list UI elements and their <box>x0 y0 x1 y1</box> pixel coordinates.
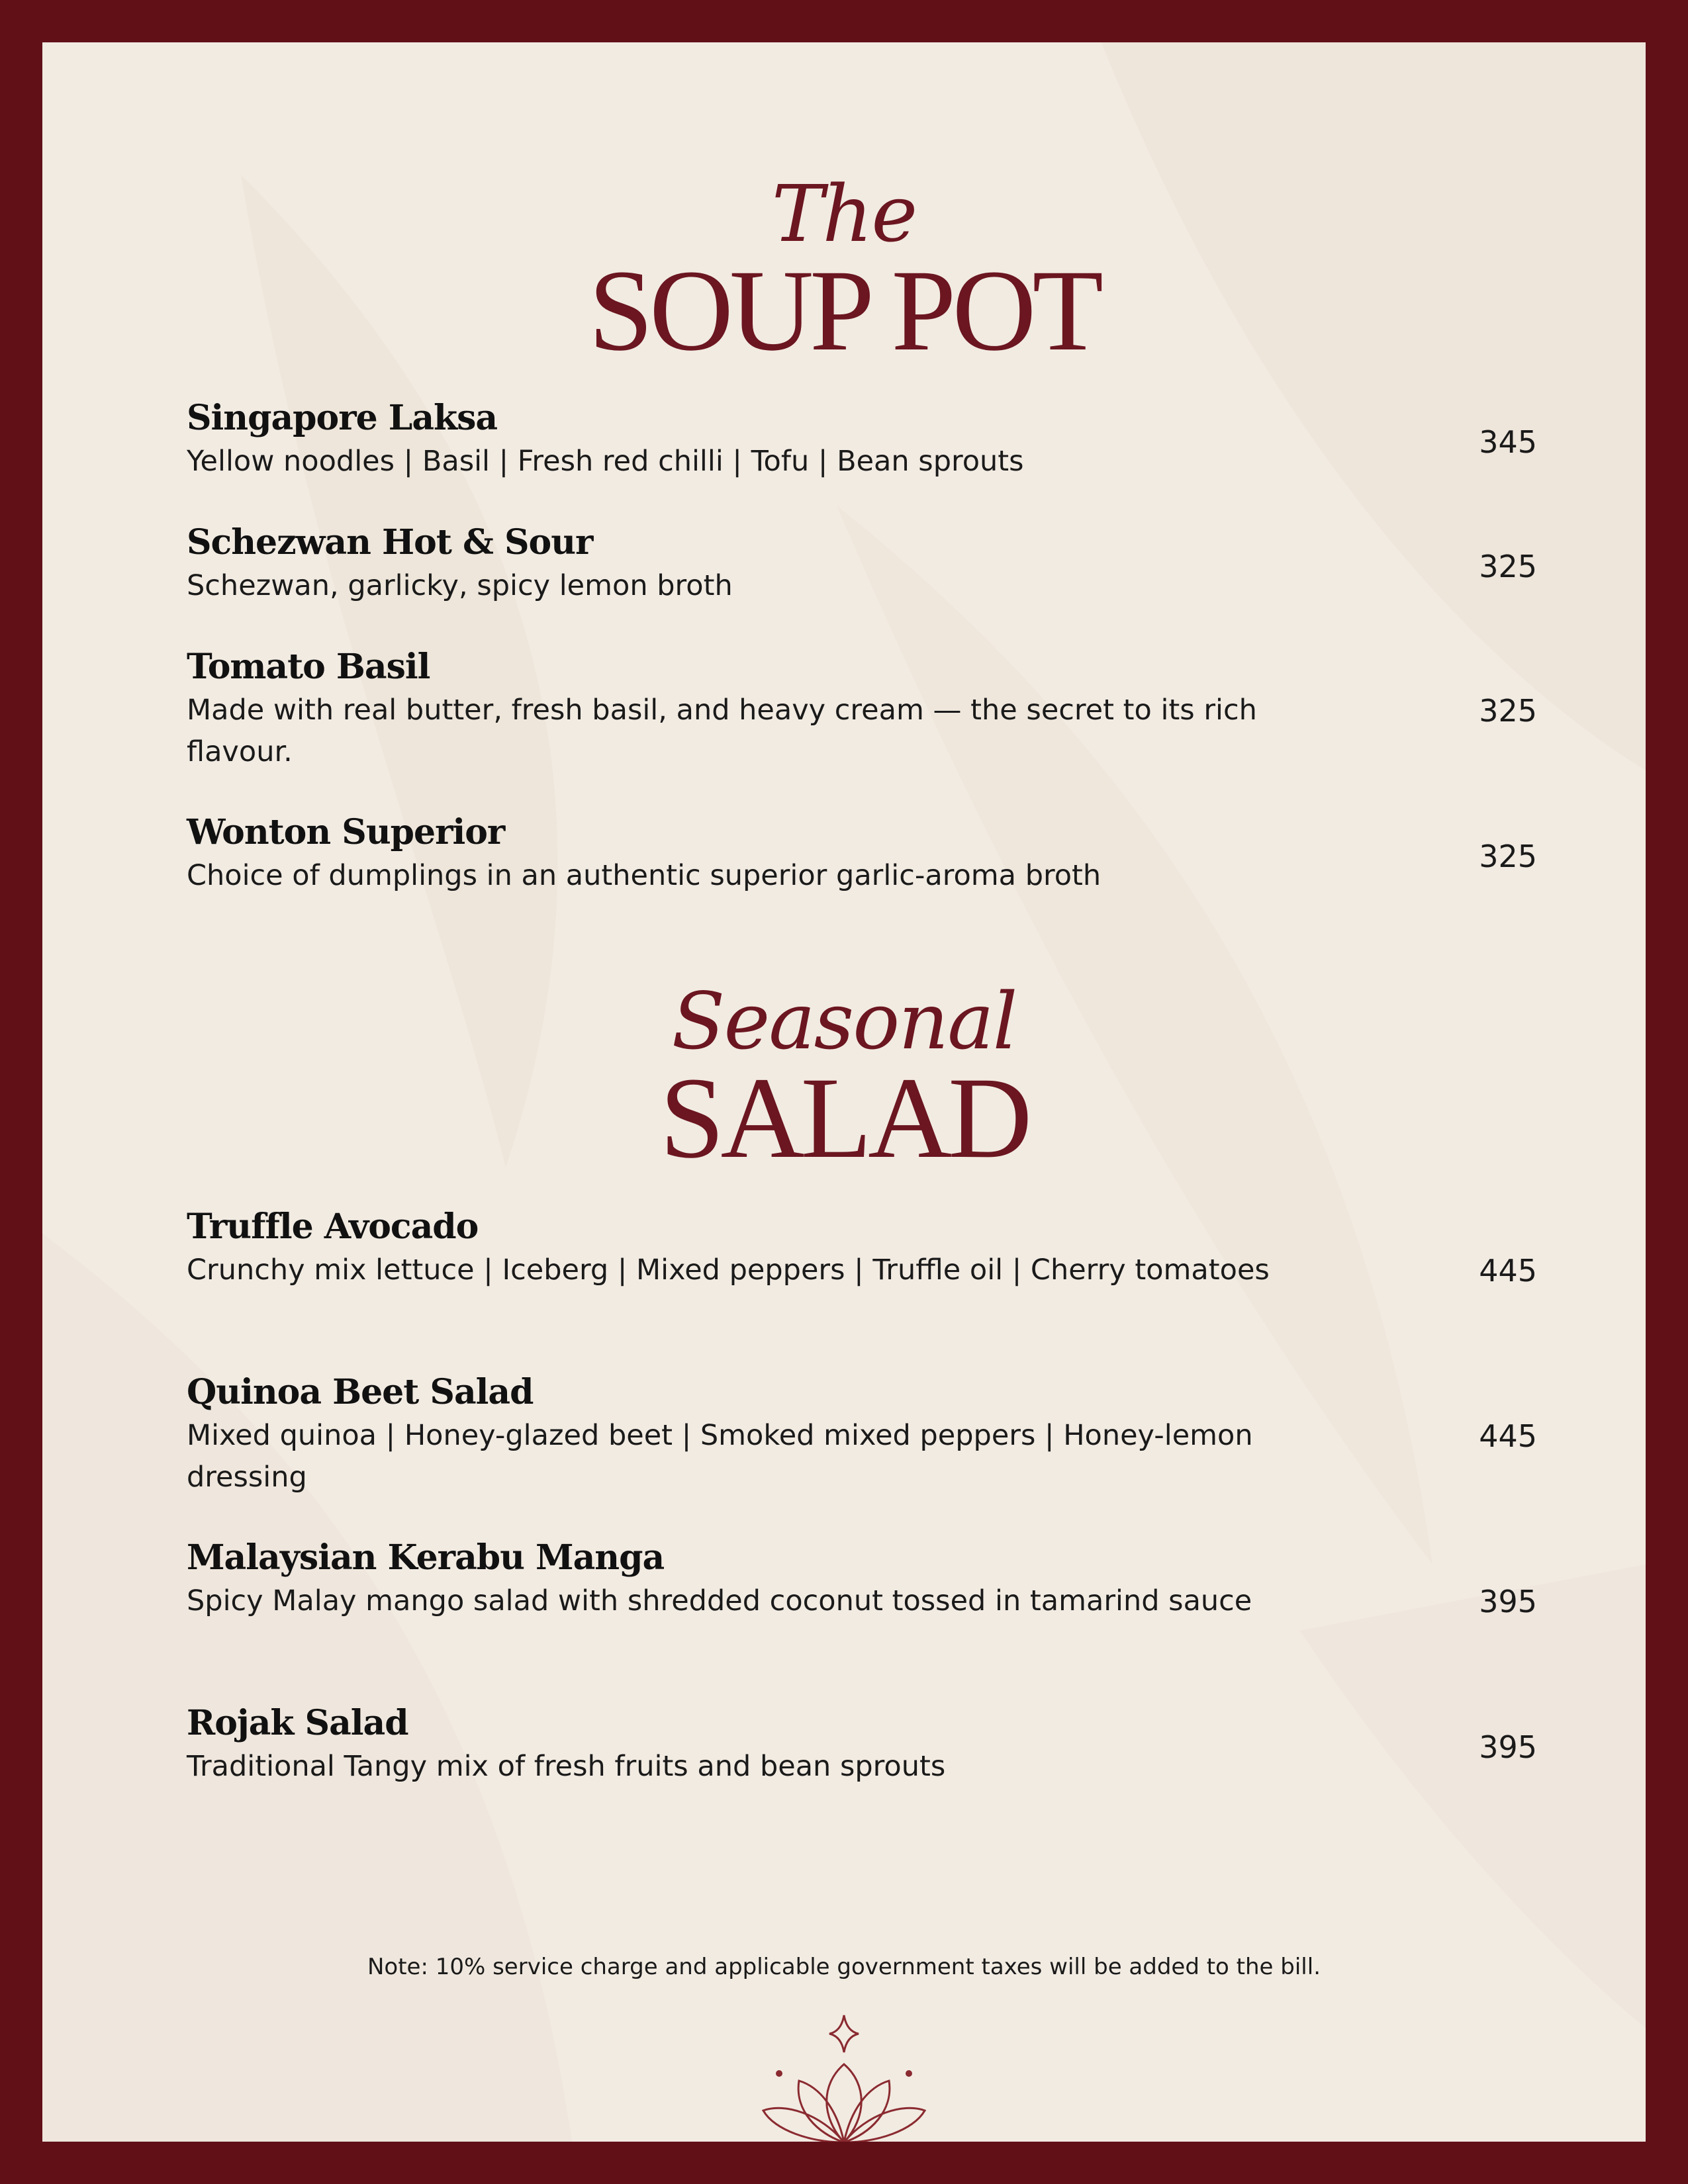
menu-item <box>187 810 1537 897</box>
menu-item <box>187 1535 1537 1622</box>
soup-section-heading <box>42 168 1646 375</box>
salad-title: SALAD <box>659 1054 1029 1183</box>
item-price: 345 <box>1479 424 1537 460</box>
item-price: 395 <box>1479 1584 1537 1619</box>
item-price: 445 <box>1479 1418 1537 1454</box>
item-description: Schezwan, garlicky, spicy lemon broth <box>187 569 733 602</box>
menu-item <box>187 520 1537 607</box>
lotus-sparkle-icon <box>758 2011 930 2142</box>
service-charge-note: Note: 10% service charge and applicable government taxes will be added to the bill. <box>367 1954 1321 1980</box>
menu-page <box>42 42 1646 2142</box>
item-price: 395 <box>1479 1729 1537 1765</box>
item-price: 325 <box>1479 549 1537 584</box>
item-name: Quinoa Beet Salad <box>187 1372 534 1412</box>
salad-section-heading <box>42 976 1646 1183</box>
soup-script-title: The <box>771 168 917 259</box>
menu-item <box>187 645 1537 773</box>
item-description: Choice of dumplings in an authentic superior garlic-aroma broth <box>187 859 1102 892</box>
menu-item <box>187 1370 1537 1498</box>
item-description: Mixed quinoa | Honey-glazed beet | Smoked mixed peppers | Honey-lemon dressing <box>187 1419 1253 1494</box>
salad-script-title: Seasonal <box>671 976 1017 1067</box>
item-description: Made with real butter, fresh basil, and heavy cream — the secret to its rich flavour. <box>187 694 1257 768</box>
item-price: 325 <box>1479 693 1537 729</box>
item-price: 445 <box>1479 1253 1537 1289</box>
item-description: Crunchy mix lettuce | Iceberg | Mixed peppers | Truffle oil | Cherry tomatoes <box>187 1253 1270 1287</box>
item-name: Tomato Basil <box>187 647 430 687</box>
item-name: Rojak Salad <box>187 1703 408 1743</box>
item-name: Wonton Superior <box>187 812 505 852</box>
item-description: Traditional Tangy mix of fresh fruits and bean sprouts <box>187 1750 946 1783</box>
item-description: Yellow noodles | Basil | Fresh red chilli | Tofu | Bean sprouts <box>187 445 1024 478</box>
item-name: Truffle Avocado <box>187 1206 479 1247</box>
item-name: Malaysian Kerabu Manga <box>187 1537 665 1578</box>
menu-item <box>187 396 1537 482</box>
menu-item <box>187 1205 1537 1291</box>
item-price: 325 <box>1479 839 1537 874</box>
item-description: Spicy Malay mango salad with shredded coconut tossed in tamarind sauce <box>187 1584 1252 1617</box>
menu-item <box>187 1701 1537 1788</box>
item-name: Singapore Laksa <box>187 398 498 438</box>
soup-title: SOUP POT <box>588 246 1100 375</box>
item-name: Schezwan Hot & Sour <box>187 522 593 563</box>
